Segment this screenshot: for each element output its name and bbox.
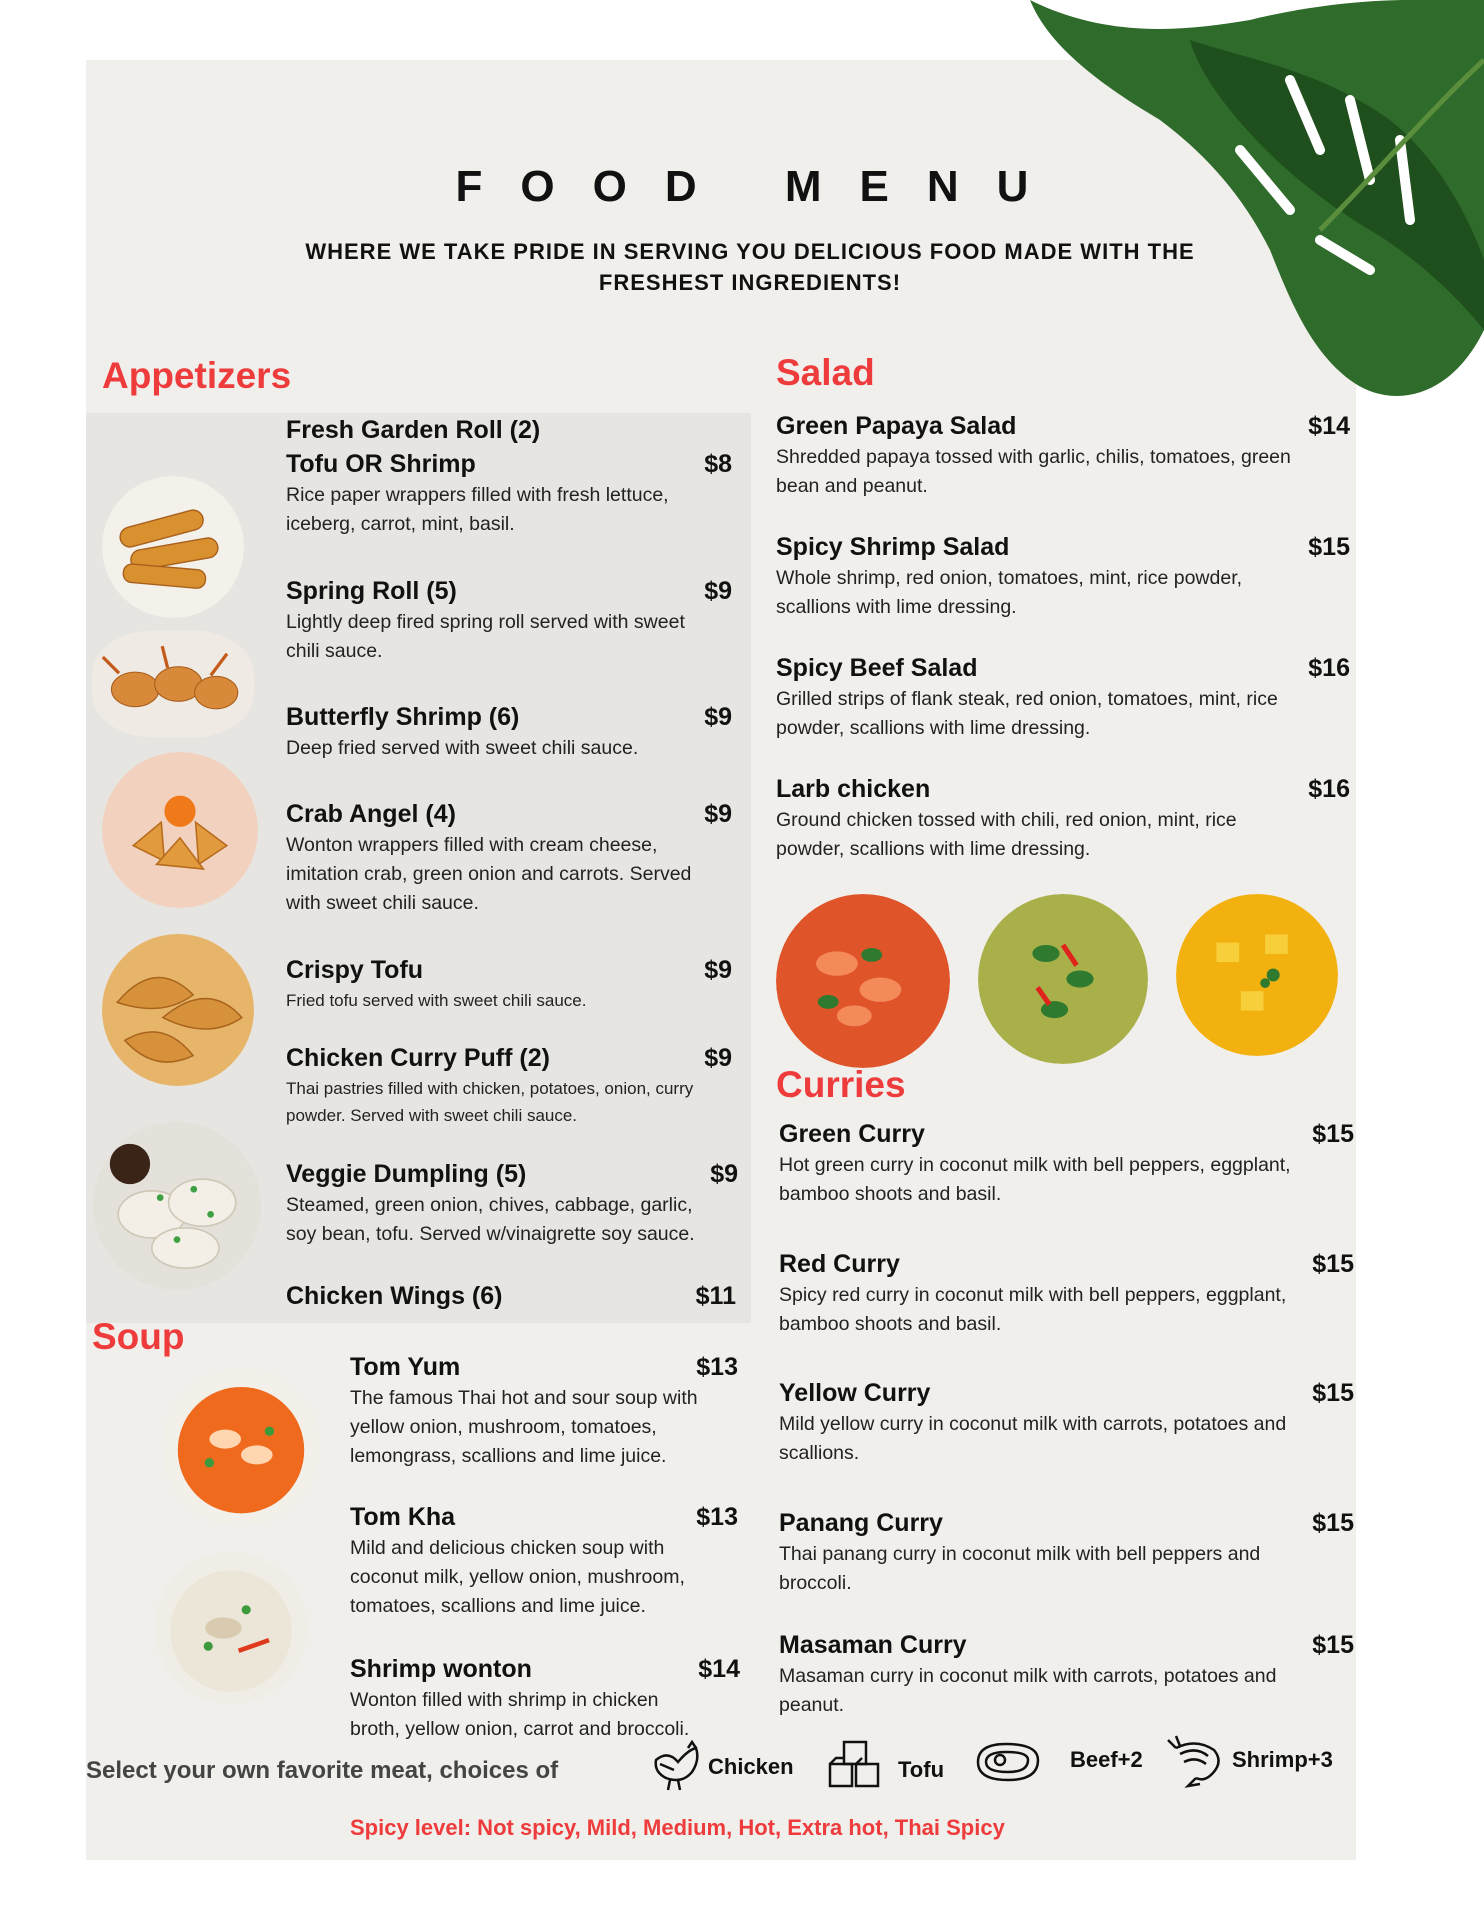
item-price: $8 bbox=[704, 450, 732, 478]
page-subtitle: WHERE WE TAKE PRIDE IN SERVING YOU DELICIOUS FOOD MADE WITH THE FRESHEST INGREDIENTS! bbox=[305, 239, 1195, 295]
item-price: $15 bbox=[1312, 1250, 1354, 1278]
item-desc: Rice paper wrappers filled with fresh lettuce, iceberg, carrot, mint, basil. bbox=[286, 484, 669, 535]
page-title: FOOD MENU bbox=[455, 162, 1067, 211]
green-curry-image bbox=[978, 894, 1148, 1064]
item-name: Crab Angel (4) bbox=[286, 800, 456, 828]
menu-item bbox=[779, 1117, 1354, 1209]
curry-puff-image bbox=[102, 930, 254, 1090]
item-price: $15 bbox=[1312, 1631, 1354, 1659]
menu-item bbox=[350, 1350, 738, 1471]
item-desc: Wonton wrappers filled with cream cheese, imitation crab, green onion and carrots. Served with sweet chili sauce. bbox=[286, 834, 692, 914]
item-name: Tom Yum bbox=[350, 1353, 461, 1381]
spring-roll-image bbox=[102, 476, 244, 618]
item-desc: Hot green curry in coconut milk with bell peppers, eggplant, bamboo shoots and basil. bbox=[779, 1154, 1291, 1205]
item-desc: Mild yellow curry in coconut milk with carrots, potatoes and scallions. bbox=[779, 1413, 1287, 1464]
item-price: $14 bbox=[1308, 412, 1350, 440]
menu-item bbox=[286, 574, 732, 666]
item-name: Red Curry bbox=[779, 1250, 900, 1278]
menu-item bbox=[286, 1041, 732, 1129]
item-desc: Wonton filled with shrimp in chicken broth, yellow onion, carrot and broccoli. bbox=[350, 1689, 690, 1740]
item-desc: Spicy red curry in coconut milk with bell peppers, eggplant, bamboo shoots and basil. bbox=[779, 1284, 1287, 1335]
menu-item bbox=[286, 413, 732, 539]
shrimp-icon bbox=[1166, 1734, 1226, 1790]
spicy-level: Spicy level: Not spicy, Mild, Medium, Hot, Extra hot, Thai Spicy bbox=[350, 1815, 1005, 1840]
item-price: $9 bbox=[704, 1044, 732, 1072]
meat-prompt: Select your own favorite meat, choices of bbox=[86, 1757, 559, 1784]
item-desc: The famous Thai hot and sour soup with yellow onion, mushroom, tomatoes, lemongrass, scallions and lime juice. bbox=[350, 1387, 698, 1467]
item-subname: Tofu OR Shrimp bbox=[286, 450, 476, 478]
menu-item bbox=[286, 700, 732, 763]
item-price: $9 bbox=[704, 800, 732, 828]
butterfly-shrimp-image bbox=[92, 630, 254, 738]
item-desc: Thai pastries filled with chicken, potatoes, onion, curry powder. Served with sweet chili sauce. bbox=[286, 1079, 694, 1125]
soup-heading: Soup bbox=[92, 1316, 185, 1357]
item-price: $15 bbox=[1308, 533, 1350, 561]
item-name: Tom Kha bbox=[350, 1503, 456, 1531]
item-price: $13 bbox=[696, 1503, 738, 1531]
item-desc: Ground chicken tossed with chili, red onion, mint, rice powder, scallions with lime dressing. bbox=[776, 809, 1237, 860]
chicken-icon bbox=[648, 1740, 704, 1792]
menu-item bbox=[776, 530, 1350, 622]
curries-heading: Curries bbox=[776, 1064, 906, 1105]
menu-item bbox=[350, 1652, 740, 1744]
item-price: $15 bbox=[1312, 1509, 1354, 1537]
item-desc: Mild and delicious chicken soup with coconut milk, yellow onion, mushroom, tomatoes, scallions and lime juice. bbox=[350, 1537, 685, 1617]
item-price: $9 bbox=[704, 703, 732, 731]
menu-item bbox=[350, 1500, 738, 1621]
item-name: Spicy Shrimp Salad bbox=[776, 533, 1010, 561]
item-name: Chicken Curry Puff (2) bbox=[286, 1044, 550, 1072]
menu-item bbox=[779, 1376, 1354, 1468]
tom-yum-image bbox=[162, 1368, 320, 1526]
menu-item bbox=[286, 953, 732, 1014]
item-desc: Deep fried served with sweet chili sauce. bbox=[286, 737, 639, 759]
menu-item bbox=[779, 1506, 1354, 1598]
item-desc: Lightly deep fired spring roll served with sweet chili sauce. bbox=[286, 611, 685, 662]
item-name: Crispy Tofu bbox=[286, 956, 424, 984]
item-name: Shrimp wonton bbox=[350, 1655, 532, 1683]
menu-item bbox=[776, 409, 1350, 501]
item-name: Yellow Curry bbox=[779, 1379, 931, 1407]
menu-item bbox=[286, 1157, 738, 1249]
menu-item bbox=[776, 772, 1350, 864]
dumpling-image bbox=[92, 1122, 262, 1290]
item-name: Butterfly Shrimp (6) bbox=[286, 703, 520, 731]
menu-item bbox=[286, 797, 732, 918]
menu-item bbox=[779, 1628, 1354, 1720]
appetizers-heading: Appetizers bbox=[102, 355, 292, 396]
item-name: Green Papaya Salad bbox=[776, 412, 1017, 440]
item-price: $16 bbox=[1308, 775, 1350, 803]
item-price: $9 bbox=[710, 1160, 738, 1188]
item-name: Veggie Dumpling (5) bbox=[286, 1160, 527, 1188]
tofu-icon bbox=[826, 1736, 882, 1792]
item-price: $15 bbox=[1312, 1120, 1354, 1148]
item-price: $16 bbox=[1308, 654, 1350, 682]
item-desc: Thai panang curry in coconut milk with bell peppers and broccoli. bbox=[779, 1543, 1261, 1594]
item-price: $9 bbox=[704, 577, 732, 605]
item-name: Spicy Beef Salad bbox=[776, 654, 978, 682]
item-name: Green Curry bbox=[779, 1120, 925, 1148]
red-curry-image bbox=[776, 894, 950, 1068]
item-name: Larb chicken bbox=[776, 775, 931, 803]
choice-chicken: Chicken bbox=[708, 1754, 794, 1779]
item-name: Masaman Curry bbox=[779, 1631, 967, 1659]
item-name: Fresh Garden Roll (2) bbox=[286, 416, 541, 444]
tom-kha-image bbox=[150, 1552, 312, 1704]
item-price: $13 bbox=[696, 1353, 738, 1381]
item-desc: Whole shrimp, red onion, tomatoes, mint, rice powder, scallions with lime dressing. bbox=[776, 567, 1243, 618]
item-desc: Steamed, green onion, chives, cabbage, garlic, soy bean, tofu. Served w/vinaigrette soy sauce. bbox=[286, 1194, 695, 1245]
item-desc: Shredded papaya tossed with garlic, chilis, tomatoes, green bean and peanut. bbox=[776, 446, 1291, 497]
crab-angel-image bbox=[102, 752, 258, 908]
menu-item bbox=[286, 1279, 736, 1313]
salad-heading: Salad bbox=[776, 352, 875, 393]
item-name: Chicken Wings (6) bbox=[286, 1282, 503, 1310]
item-price: $11 bbox=[695, 1282, 736, 1310]
choice-shrimp: Shrimp+3 bbox=[1232, 1747, 1333, 1772]
item-name: Panang Curry bbox=[779, 1509, 943, 1537]
yellow-curry-image bbox=[1176, 894, 1338, 1056]
item-name: Spring Roll (5) bbox=[286, 577, 457, 605]
item-desc: Grilled strips of flank steak, red onion, tomatoes, mint, rice powder, scallions with lime dressing. bbox=[776, 688, 1278, 739]
menu-item bbox=[776, 651, 1350, 743]
menu-item bbox=[779, 1247, 1354, 1339]
choice-beef: Beef+2 bbox=[1070, 1747, 1143, 1772]
steak-icon bbox=[972, 1738, 1044, 1786]
choice-tofu: Tofu bbox=[898, 1757, 945, 1782]
item-price: $14 bbox=[698, 1655, 740, 1683]
item-price: $15 bbox=[1312, 1379, 1354, 1407]
item-price: $9 bbox=[704, 956, 732, 984]
item-desc: Masaman curry in coconut milk with carrots, potatoes and peanut. bbox=[779, 1665, 1277, 1716]
item-desc: Fried tofu served with sweet chili sauce. bbox=[286, 991, 587, 1010]
